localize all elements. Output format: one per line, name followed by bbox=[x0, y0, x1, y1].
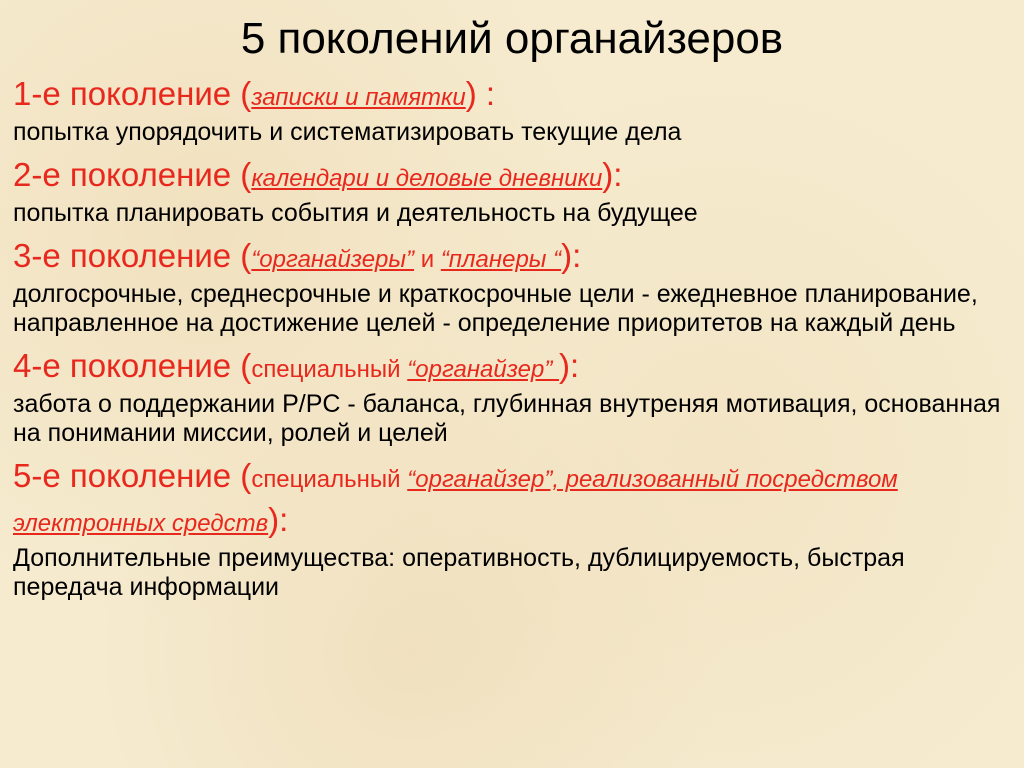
heading-suffix: ): bbox=[559, 347, 580, 384]
generation-description: попытка упорядочить и систематизировать текущие дела bbox=[13, 118, 682, 146]
generation-heading bbox=[13, 155, 1013, 199]
generation-3 bbox=[13, 236, 1013, 338]
heading-suffix: ): bbox=[602, 156, 623, 193]
heading-prefix: 4-е поколение ( bbox=[13, 347, 252, 384]
generation-4 bbox=[13, 346, 1013, 448]
heading-prefix: 2-е поколение ( bbox=[13, 156, 252, 193]
generation-description: Дополнительные преимущества: оперативность, дублицируемость, быстрая передача информации bbox=[13, 544, 905, 601]
heading-suffix: ) : bbox=[465, 75, 496, 112]
heading-prefix: 3-е поколение ( bbox=[13, 237, 252, 274]
heading-suffix: ): bbox=[561, 237, 582, 274]
generation-2 bbox=[13, 155, 1013, 228]
heading-examples: записки и памятки bbox=[251, 84, 466, 111]
heading-examples: “органайзер” bbox=[407, 356, 559, 383]
heading-connector: и bbox=[414, 246, 441, 273]
generation-description: попытка планировать события и деятельность на будущее bbox=[13, 199, 698, 227]
heading-plain-text: специальный bbox=[251, 356, 408, 383]
generation-description: забота о поддержании P/PC - баланса, глубинная внутреняя мотивация, основанная на понимании миссии, ролей и целей bbox=[13, 390, 1001, 447]
heading-examples: “органайзеры” bbox=[251, 246, 415, 273]
heading-prefix: 1-е поколение ( bbox=[13, 75, 252, 112]
generation-heading bbox=[13, 236, 1013, 280]
heading-examples-2: “планеры “ bbox=[440, 246, 562, 273]
heading-plain-text: специальный bbox=[251, 466, 408, 493]
heading-suffix: ): bbox=[268, 501, 289, 538]
slide-content bbox=[13, 74, 1013, 610]
generation-1 bbox=[13, 74, 1013, 147]
heading-examples: календари и деловые дневники bbox=[251, 165, 603, 192]
heading-prefix: 5-е поколение ( bbox=[13, 457, 252, 494]
slide-title: 5 поколений органайзеров bbox=[240, 14, 784, 63]
generation-5 bbox=[13, 456, 1013, 602]
generation-heading bbox=[13, 346, 1013, 390]
generation-heading bbox=[13, 74, 1013, 118]
generation-heading bbox=[13, 456, 1013, 544]
generation-description: долгосрочные, среднесрочные и краткосрочные цели - ежедневное планирование, направленное на достижение целей - определение приоритетов на каждый день bbox=[13, 280, 978, 337]
heading-examples: “органайзер”, реализованный посредством электронных средств bbox=[13, 466, 898, 537]
